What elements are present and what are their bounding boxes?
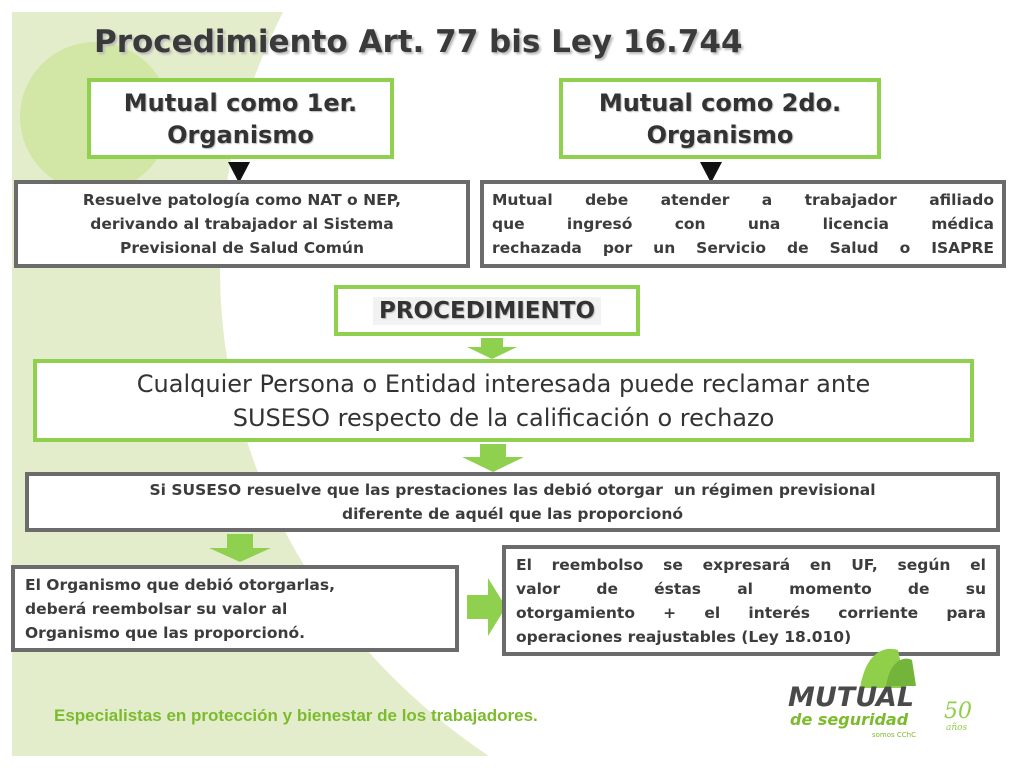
second-organism-desc-line-1: Mutual debe atender a trabajador afiliado: [492, 191, 994, 209]
first-organism-line-2: Organismo: [167, 120, 314, 149]
claim-box: [33, 359, 974, 442]
second-organism-line-1: Mutual como 2do.: [598, 88, 842, 117]
logo-word-mutual: MUTUAL: [788, 682, 915, 713]
reimbursement-line-2: deberá reembolsar su valor al: [25, 599, 288, 618]
first-organism-desc-line-1: Resuelve patología como NAT o NEP,: [82, 191, 402, 209]
logo-anniversary-word: años: [946, 723, 968, 733]
logo-tagline: somos CChC: [872, 731, 917, 739]
first-organism-box: [87, 78, 394, 159]
slide-title: Procedimiento Art. 77 bis Ley 16.744: [94, 24, 743, 60]
logo-anniversary-number: 50: [944, 699, 972, 724]
uf-line-4: operaciones reajustables (Ley 18.010): [516, 627, 852, 646]
condition-box: [25, 472, 1000, 532]
green-arrow-down-icon: [209, 534, 271, 562]
green-arrow-right-icon: [467, 578, 507, 636]
uf-reimbursement-box: [502, 545, 1000, 656]
second-organism-box: [559, 78, 881, 159]
first-organism-description-box: [14, 180, 470, 268]
reimbursement-line-1: El Organismo que debió otorgarlas,: [25, 575, 335, 594]
uf-line-1: El reembolso se expresará en UF, según el: [516, 555, 986, 574]
uf-line-3: otorgamiento + el interés corriente para: [516, 603, 986, 622]
condition-line-1: Si SUSESO resuelve que las prestaciones las debió otorgar un régimen previsional: [149, 481, 876, 499]
first-organism-desc-line-3: Previsional de Salud Común: [119, 239, 365, 257]
mutual-logo-graphic: [786, 646, 972, 742]
second-organism-desc-line-2: que ingresó con una licencia médica: [492, 215, 994, 233]
uf-line-2: valor de éstas al momento de su: [516, 579, 986, 598]
first-organism-line-1: Mutual como 1er.: [123, 88, 358, 117]
mutual-logo: [786, 646, 972, 742]
reimbursement-box: [11, 565, 459, 652]
claim-line-2: SUSESO respecto de la calificación o rechazo: [232, 403, 775, 432]
green-arrow-down-icon: [462, 444, 524, 472]
green-arrow-down-icon: [467, 338, 517, 360]
second-organism-description-box: [480, 180, 1006, 268]
first-organism-desc-line-2: derivando al trabajador al Sistema: [90, 215, 394, 233]
claim-line-1: Cualquier Persona o Entidad interesada puede reclamar ante: [136, 369, 871, 398]
reimbursement-line-3: Organismo que las proporcionó.: [25, 623, 306, 642]
second-organism-line-2: Organismo: [646, 120, 794, 149]
second-organism-desc-line-3: rechazada por un Servicio de Salud o ISAPRE: [492, 239, 994, 257]
condition-line-2: diferente de aquél que las proporcionó: [341, 505, 684, 523]
procedure-label-box: [334, 285, 640, 336]
logo-word-seguridad: de seguridad: [790, 710, 909, 729]
procedure-label: PROCEDIMIENTO: [373, 297, 601, 325]
footer-slogan: Especialistas en protección y bienestar de los trabajadores.: [54, 706, 538, 725]
